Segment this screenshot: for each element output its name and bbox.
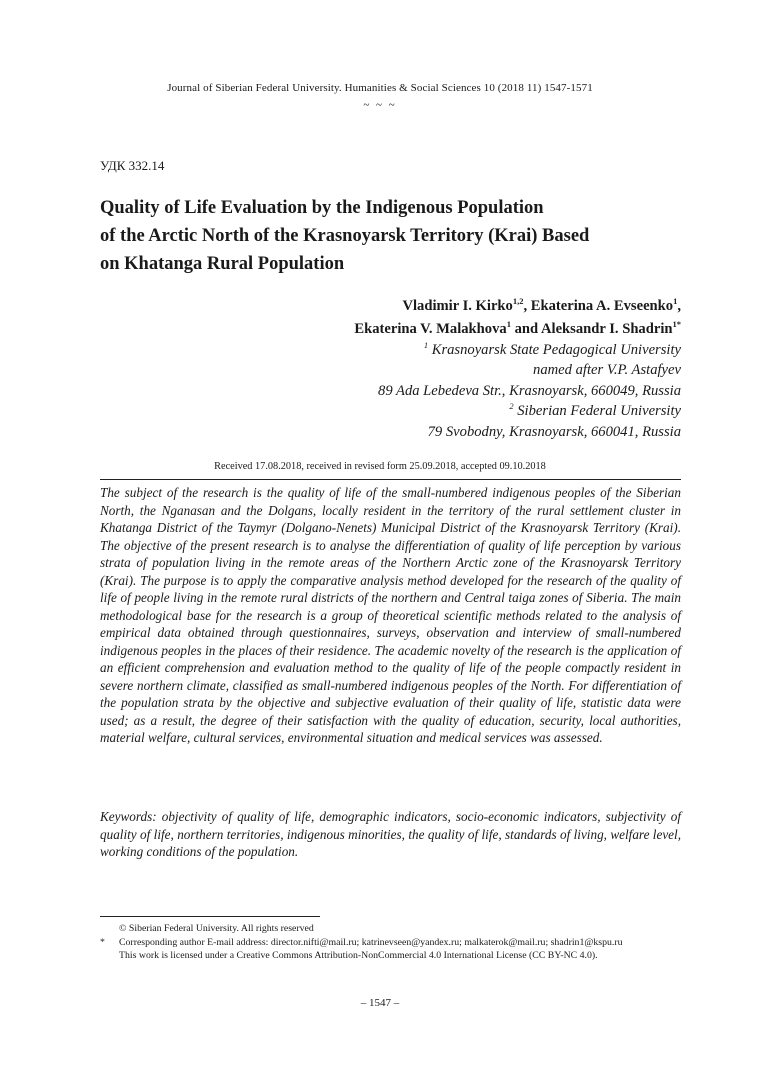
- author-name: Vladimir I. Kirko: [402, 298, 513, 314]
- footnotes: [100, 922, 685, 963]
- keywords: Keywords: objectivity of quality of life, demographic indicators, socio-economic indicators, subjectivity of quality of life, northern territories, indigenous minorities, the quality of life, standards of living, welfare level, working conditions of the population.: [100, 809, 681, 859]
- affiliation-text: 79 Svobodny, Krasnoyarsk, 660041, Russia: [427, 423, 681, 440]
- affiliation-mark: 2: [509, 401, 514, 412]
- license-note: This work is licensed under a Creative Commons Attribution-NonCommercial 4.0 International License (CC BY-NC 4.0).: [119, 950, 598, 962]
- article-title: [100, 194, 620, 278]
- affiliation-mark: 1: [423, 340, 429, 351]
- affiliation-line: [378, 360, 681, 380]
- author-name: Aleksandr I. Shadrin: [540, 321, 673, 337]
- affiliation-line: [378, 381, 681, 401]
- author-separator: ,: [677, 298, 681, 314]
- journal-header: Journal of Siberian Federal University. Humanities & Social Sciences 10 (2018 11) 1547-1571: [167, 82, 593, 94]
- author-affiliation-mark: 1*: [672, 319, 681, 330]
- author-affiliation-mark: 1: [673, 296, 678, 307]
- title-line: of the Arctic North of the Krasnoyarsk Territory (Krai) Based: [100, 226, 590, 246]
- footnote-divider: [100, 916, 320, 917]
- affiliation-text: named after V.P. Astafyev: [533, 362, 681, 379]
- affiliation-list: [378, 340, 681, 442]
- abstract: The subject of the research is the quality of life of the small-numbered indigenous peoples of the Siberian North, the Nganasan and the Dolgans, locally resident in the territory of the rural settlement cluster in Khatanga District of the Taymyr (Dolgano-Nenets) Municipal District of the Krasnoyarsk Territory (Krai). The objective of the present research is to analyse the differentiation of quality of life perception by various strata of population living in the remote areas of the Northern Arctic zone of the Krasnoyarsk Territory (Krai). The purpose is to apply the comparative analysis method developed for the research of the quality of life of people living in the remote rural districts of the northern and Central taiga zones of Siberia. The main methodological base for the research is a group of theoretical scientific methods related to the analysis of empirical data obtained through questionnaires, surveys, observation and interview of small-numbered indigenous peoples in the places of their residence. The academic novelty of the research is the application of an efficient comprehension and evaluation method to the quality of life of the people compactly resident in severe northern climate, classified as small-numbered indigenous peoples of the North. For differentiation of the population strata by the objective and subjective evaluation of their quality of life, statistic data were used; as a result, the degree of their satisfaction with the quality of education, security, local authorities, material welfare, cultural services, environmental situation and medical services was assessed.: [100, 485, 681, 745]
- udk-code: УДК 332.14: [100, 158, 165, 173]
- abstract-divider: [100, 479, 681, 480]
- author-affiliation-mark: 1: [506, 319, 511, 330]
- corresponding-author-note: [100, 936, 685, 950]
- affiliation-line: [378, 422, 681, 442]
- author-line: [354, 295, 681, 318]
- title-line: on Khatanga Rural Population: [100, 254, 345, 274]
- author-affiliation-mark: 1,2: [512, 296, 524, 307]
- author-name: Ekaterina A. Evseenko: [530, 298, 674, 314]
- author-list: [354, 295, 681, 341]
- copyright-note: © Siberian Federal University. All rights reserved: [119, 923, 314, 934]
- affiliation-text: Siberian Federal University: [513, 403, 681, 420]
- author-name: Ekaterina V. Malakhova: [354, 321, 507, 337]
- title-line: Quality of Life Evaluation by the Indigenous Population: [100, 198, 544, 218]
- author-line: [354, 318, 681, 341]
- affiliation-text: Krasnoyarsk State Pedagogical University: [428, 342, 681, 358]
- affiliation-line: [378, 340, 681, 360]
- affiliation-line: [378, 401, 681, 421]
- author-separator: ,: [523, 298, 531, 314]
- page-number: – 1547 –: [360, 997, 400, 1009]
- footnote-asterisk: *: [100, 936, 105, 948]
- author-separator: and: [510, 321, 541, 337]
- affiliation-text: 89 Ada Lebedeva Str., Krasnoyarsk, 660049, Russia: [378, 382, 681, 399]
- corresponding-author-text: Corresponding author E-mail address: director.nifti@mail.ru; katrinevseen@yandex.ru; malkaterok@mail.ru; shadrin1@kspu.ru: [119, 936, 623, 948]
- received-dates: Received 17.08.2018, received in revised form 25.09.2018, accepted 09.10.2018: [214, 461, 546, 472]
- header-ornament: ~ ~ ~: [363, 99, 397, 111]
